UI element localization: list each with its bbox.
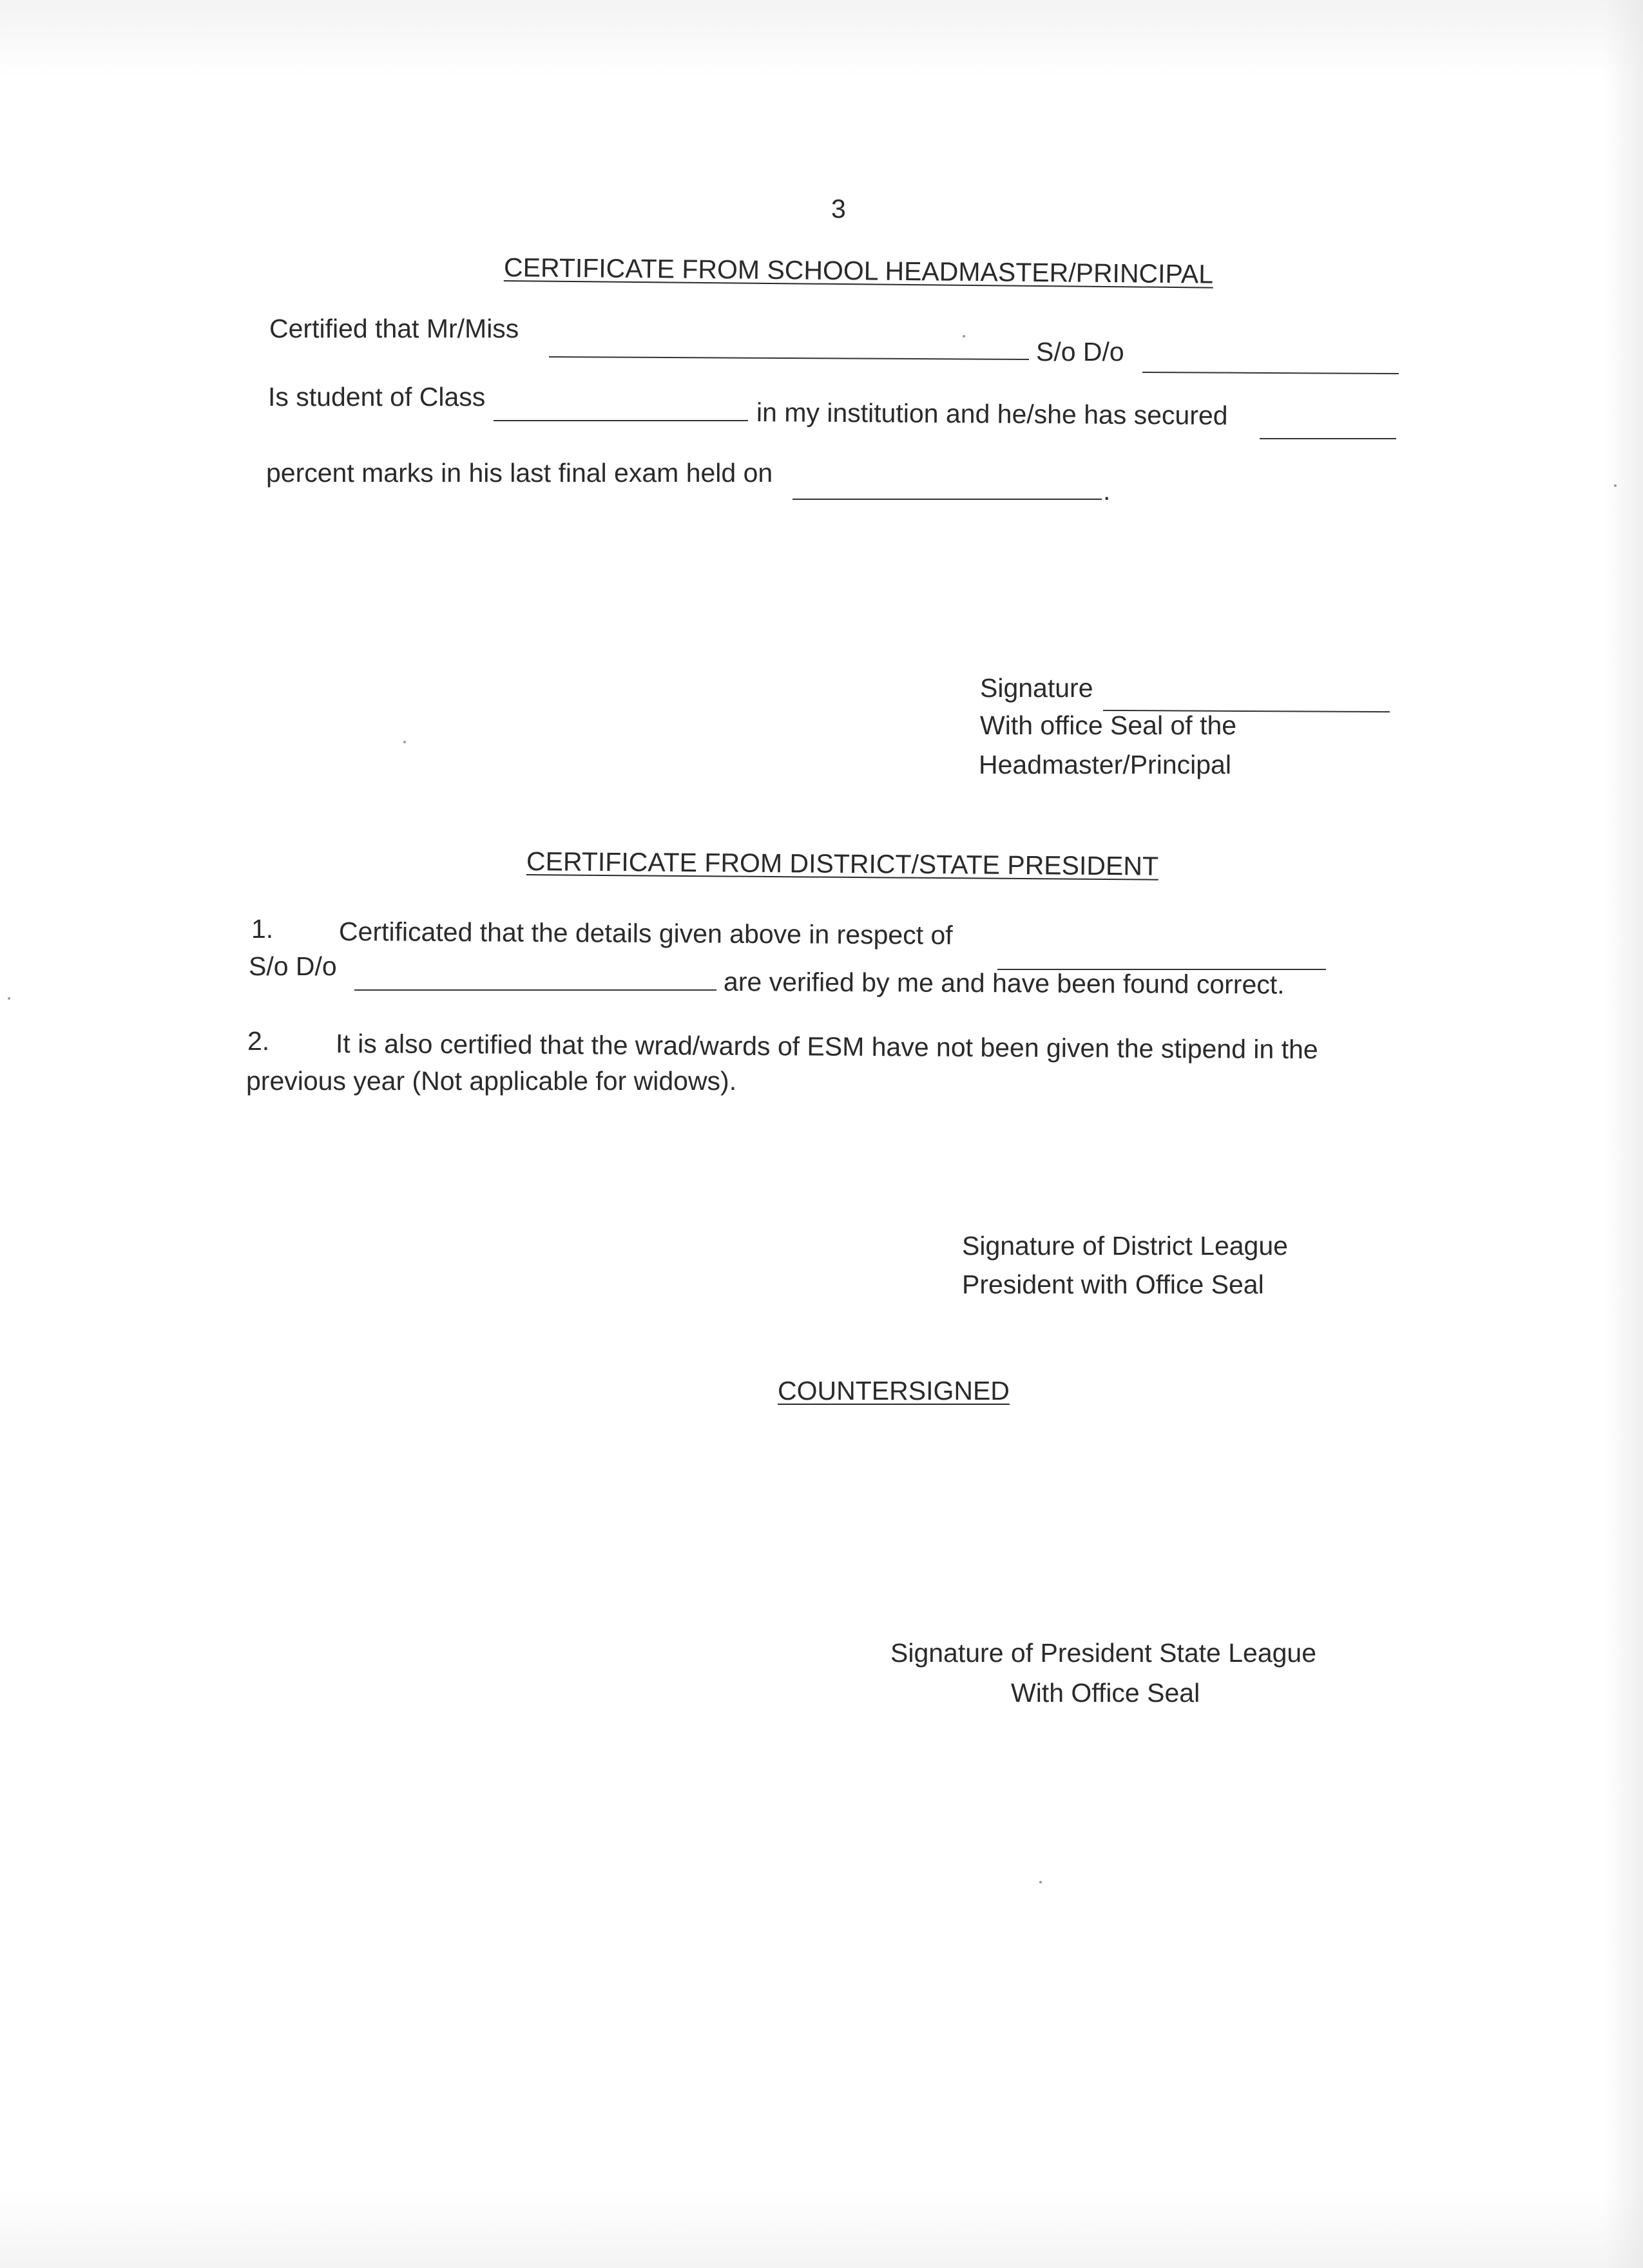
item-2-line-1: It is also certified that the wrad/wards of ESM have not been given the stipend in the [335,1029,1318,1065]
state-signature-line-2: With Office Seal [1011,1678,1200,1708]
headmaster-certificate-heading: CERTIFICATE FROM SCHOOL HEADMASTER/PRINCIPAL [503,253,1214,289]
percent-marks-text: percent marks in his last final exam held on [266,458,773,488]
certified-that-label: Certified that Mr/Miss [269,314,519,343]
class-blank[interactable] [494,420,748,421]
signature-label: Signature [980,673,1093,703]
item-2-number: 2. [247,1026,270,1056]
parent-name-blank-2[interactable] [354,989,716,991]
president-certificate-heading: CERTIFICATE FROM DISTRICT/STATE PRESIDENT [526,846,1159,881]
verified-text: are verified by me and have been found correct. [723,967,1285,1000]
exam-date-blank[interactable] [793,499,1102,500]
state-signature-line-1: Signature of President State League [890,1638,1317,1668]
student-name-blank[interactable] [549,356,1029,360]
item-1-text: Certificated that the details given above in respect of [338,917,953,950]
scan-speck [1039,1881,1042,1883]
countersigned-heading: COUNTERSIGNED [778,1376,1010,1406]
exam-date-period: . [1103,476,1111,506]
student-of-class-label: Is student of Class [268,382,486,412]
office-seal-line-1: With office Seal of the [980,710,1237,740]
page-number: 3 [831,194,846,224]
son-daughter-of-label-1: S/o D/o [1036,337,1124,367]
scan-speck [963,335,965,338]
scan-speck [8,997,10,1000]
scan-speck [403,741,406,743]
office-seal-line-2: Headmaster/Principal [979,750,1231,779]
son-daughter-of-label-2: S/o D/o [249,951,337,981]
scan-speck [1614,484,1617,487]
district-signature-line-1: Signature of District League [962,1231,1288,1261]
percent-marks-blank[interactable] [1260,438,1396,439]
district-signature-line-2: President with Office Seal [962,1270,1264,1299]
scan-edge-shadow [1604,0,1643,2268]
item-2-line-2: previous year (Not applicable for widows). [246,1066,737,1096]
institution-secured-text: in my institution and he/she has secured [756,397,1228,431]
parent-name-blank-1[interactable] [1142,372,1399,374]
item-1-number: 1. [251,914,274,944]
